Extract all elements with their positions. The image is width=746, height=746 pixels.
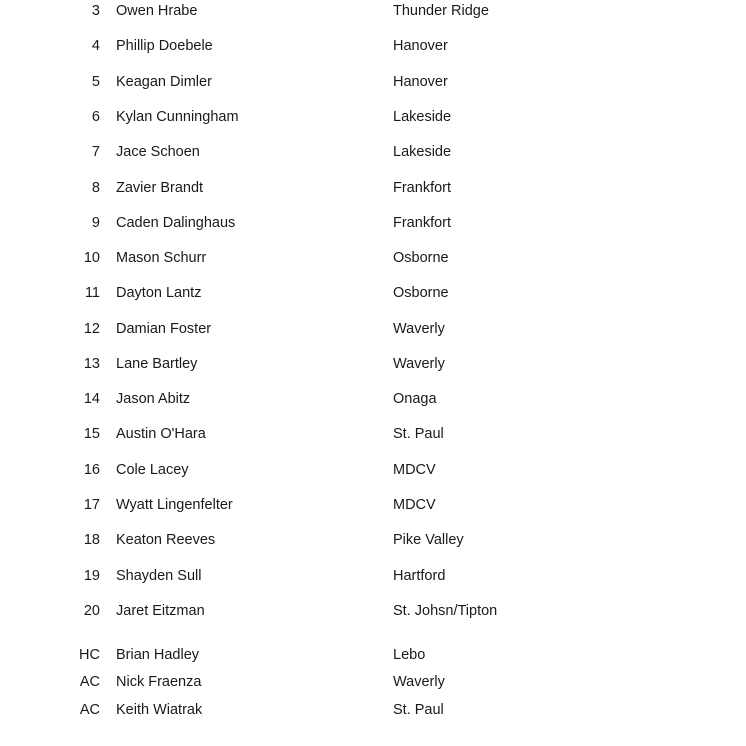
player-name: Jace Schoen — [116, 144, 200, 160]
coach-name: Nick Fraenza — [116, 674, 202, 690]
player-name: Owen Hrabe — [116, 3, 198, 19]
player-school: Pike Valley — [393, 532, 464, 548]
player-school: Waverly — [393, 321, 445, 337]
coach-name: Brian Hadley — [116, 647, 200, 663]
coach-name: Keith Wiatrak — [116, 702, 203, 718]
roster-row — [0, 319, 746, 339]
roster-row — [0, 601, 746, 621]
player-number: 15 — [83, 426, 100, 442]
roster-row — [0, 354, 746, 374]
player-school: MDCV — [393, 462, 436, 478]
player-name: Jason Abitz — [116, 391, 191, 407]
roster-row — [0, 213, 746, 233]
player-name: Keaton Reeves — [116, 532, 216, 548]
roster-row — [0, 178, 746, 198]
coach-school: Lebo — [393, 647, 426, 663]
roster-row — [0, 530, 746, 550]
player-school: Lakeside — [393, 109, 452, 125]
coach-row — [0, 700, 746, 720]
roster-row — [0, 36, 746, 56]
coach-role: AC — [79, 702, 100, 718]
player-number: 9 — [91, 215, 100, 231]
player-school: Lakeside — [393, 144, 452, 160]
player-name: Zavier Brandt — [116, 180, 204, 196]
player-school: Hanover — [393, 74, 448, 90]
player-name: Caden Dalinghaus — [116, 215, 236, 231]
roster-row — [0, 389, 746, 409]
player-name: Kylan Cunningham — [116, 109, 239, 125]
player-number: 12 — [83, 321, 100, 337]
coach-school: St. Paul — [393, 702, 444, 718]
roster-row — [0, 566, 746, 586]
player-name: Austin O'Hara — [116, 426, 206, 442]
roster-row — [0, 107, 746, 127]
player-number: 7 — [91, 144, 100, 160]
player-name: Shayden Sull — [116, 568, 202, 584]
player-school: Hanover — [393, 38, 448, 54]
player-school: MDCV — [393, 497, 436, 513]
roster-row — [0, 142, 746, 162]
player-name: Dayton Lantz — [116, 285, 202, 301]
roster-row — [0, 72, 746, 92]
player-number: 20 — [83, 603, 100, 619]
roster-row — [0, 460, 746, 480]
player-number: 4 — [91, 38, 100, 54]
player-school: Waverly — [393, 356, 445, 372]
roster-row — [0, 495, 746, 515]
player-number: 14 — [83, 391, 100, 407]
player-name: Damian Foster — [116, 321, 212, 337]
player-name: Cole Lacey — [116, 462, 189, 478]
coach-row — [0, 645, 746, 665]
player-school: Osborne — [393, 285, 449, 301]
player-number: 17 — [83, 497, 100, 513]
player-name: Mason Schurr — [116, 250, 207, 266]
player-number: 18 — [83, 532, 100, 548]
player-name: Wyatt Lingenfelter — [116, 497, 233, 513]
player-name: Lane Bartley — [116, 356, 198, 372]
player-number: 3 — [91, 3, 100, 19]
player-school: Thunder Ridge — [393, 3, 489, 19]
roster-row — [0, 283, 746, 303]
player-number: 11 — [84, 285, 100, 301]
player-school: Onaga — [393, 391, 437, 407]
player-number: 16 — [83, 462, 100, 478]
player-school: St. Johsn/Tipton — [393, 603, 498, 619]
roster-row — [0, 424, 746, 444]
coach-role: HC — [79, 647, 100, 663]
player-school: St. Paul — [393, 426, 444, 442]
player-number: 6 — [91, 109, 100, 125]
roster-row — [0, 248, 746, 268]
player-number: 5 — [91, 74, 100, 90]
player-school: Hartford — [393, 568, 446, 584]
player-name: Phillip Doebele — [116, 38, 213, 54]
player-number: 8 — [91, 180, 100, 196]
coach-role: AC — [79, 674, 100, 690]
player-number: 10 — [83, 250, 100, 266]
player-school: Osborne — [393, 250, 449, 266]
player-name: Jaret Eitzman — [116, 603, 205, 619]
roster-row — [0, 1, 746, 21]
player-school: Frankfort — [393, 180, 452, 196]
player-name: Keagan Dimler — [116, 74, 212, 90]
player-school: Frankfort — [393, 215, 452, 231]
coach-row — [0, 672, 746, 692]
coach-school: Waverly — [393, 674, 445, 690]
player-number: 19 — [83, 568, 100, 584]
player-number: 13 — [83, 356, 100, 372]
